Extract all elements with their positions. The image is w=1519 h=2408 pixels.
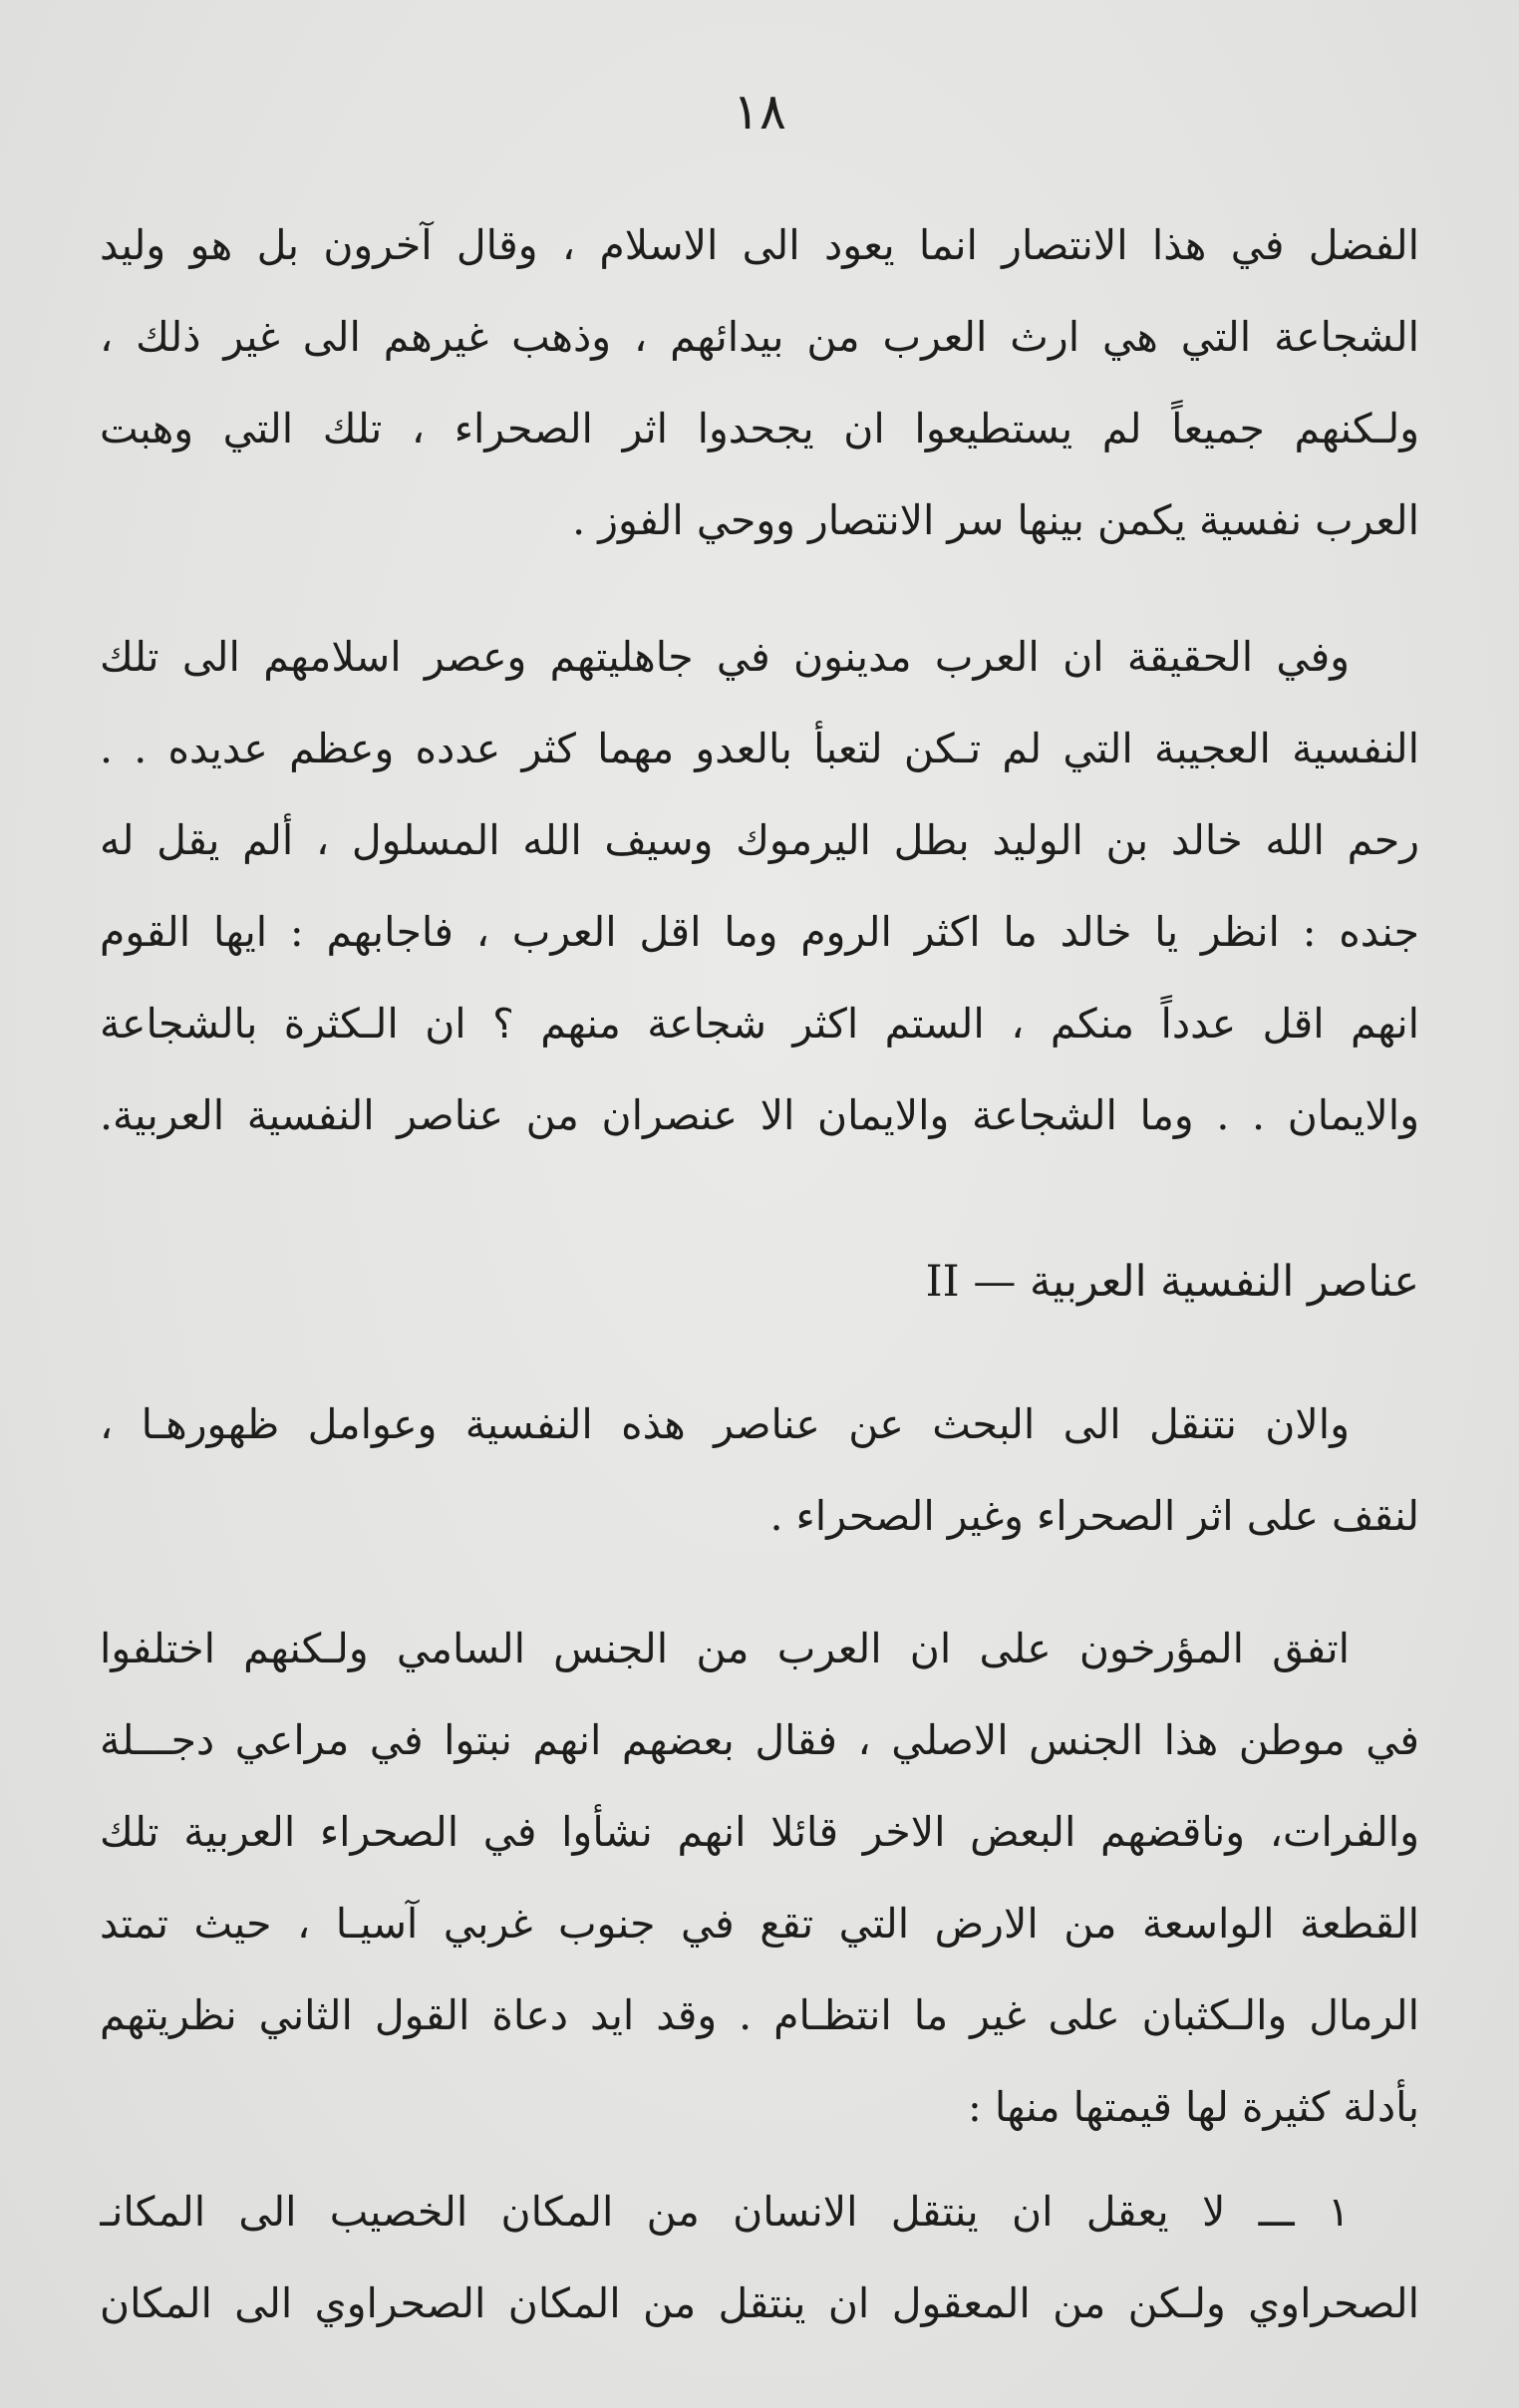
paragraph-2-line-4: جنده : انظر يا خالد ما اكثر الروم وما اقل العرب ، فاجابهم : ايها القوم: [100, 908, 1419, 956]
paragraph-4-line-5: الرمال والـكثبان على غير ما انتظـام . وقد ايد دعاة القول الثاني نظريتهم: [100, 1991, 1419, 2039]
paragraph-4-line-4: القطعة الواسعة من الارض التي تقع في جنوب غربي آسيـا ، حيث تمتد: [100, 1900, 1419, 1948]
paragraph-1-line-2: الشجاعة التي هي ارث العرب من بيدائهم ، وذهب غيرهم الى غير ذلك ،: [100, 313, 1419, 361]
section-heading-title: عناصر النفسية العربية: [1030, 1257, 1419, 1307]
paragraph-5-line-2: الصحراوي ولـكن من المعقول ان ينتقل من المكان الصحراوي الى المكان: [100, 2279, 1419, 2327]
paragraph-2-line-5: انهم اقل عدداً منكم ، الستم اكثر شجاعة منهم ؟ ان الـكثرة بالشجاعة: [100, 1000, 1419, 1048]
paragraph-2-line-6: والايمان . . وما الشجاعة والايمان الا عنصران من عناصر النفسية العربية.: [100, 1091, 1419, 1139]
paragraph-5-line-1: ١ ـــ لا يعقل ان ينتقل الانسان من المكان الخصيب الى المكانـ: [100, 2188, 1350, 2236]
paragraph-2-line-2: النفسية العجيبة التي لم تـكن لتعبأ بالعدو مهما كثر عدده وعظم عديده . .: [100, 725, 1419, 772]
paragraph-4-line-1: اتفق المؤرخون على ان العرب من الجنس السامي ولـكنهم اختلفوا: [100, 1625, 1350, 1672]
paragraph-2-line-1: وفي الحقيقة ان العرب مدينون في جاهليتهم وعصر اسلامهم الى تلك: [100, 633, 1350, 681]
paragraph-1-line-3: ولـكنهم جميعاً لم يستطيعوا ان يجحدوا اثر الصحراء ، تلك التي وهبت: [100, 405, 1419, 452]
page-number: ١٨: [733, 83, 786, 141]
paragraph-1-line-1: الفضل في هذا الانتصار انما يعود الى الاسلام ، وقال آخرون بل هو وليد: [100, 221, 1419, 269]
section-heading: [100, 1242, 1419, 1322]
paragraph-4-line-3: والفرات، وناقضهم البعض الاخر قائلا انهم نشأوا في الصحراء العربية تلك: [100, 1808, 1419, 1856]
paragraph-1-line-4: العرب نفسية يكمن بينها سر الانتصار ووحي الفوز .: [572, 496, 1419, 544]
paragraph-3-line-2: لنقف على اثر الصحراء وغير الصحراء .: [769, 1492, 1419, 1540]
section-heading-dash: —: [973, 1257, 1017, 1307]
paragraph-3-line-1: والان نتنقل الى البحث عن عناصر هذه النفسية وعوامل ظهورهـا ،: [100, 1400, 1350, 1448]
paragraph-4-line-6: بأدلة كثيرة لها قيمتها منها :: [967, 2083, 1419, 2131]
paragraph-4-line-2: في موطن هذا الجنس الاصلي ، فقال بعضهم انهم نبتوا في مراعي دجـــلة: [100, 1716, 1419, 1764]
paragraph-2-line-3: رحم الله خالد بن الوليد بطل اليرموك وسيف الله المسلول ، ألم يقل له: [100, 816, 1419, 864]
section-heading-numeral: II: [925, 1257, 960, 1307]
